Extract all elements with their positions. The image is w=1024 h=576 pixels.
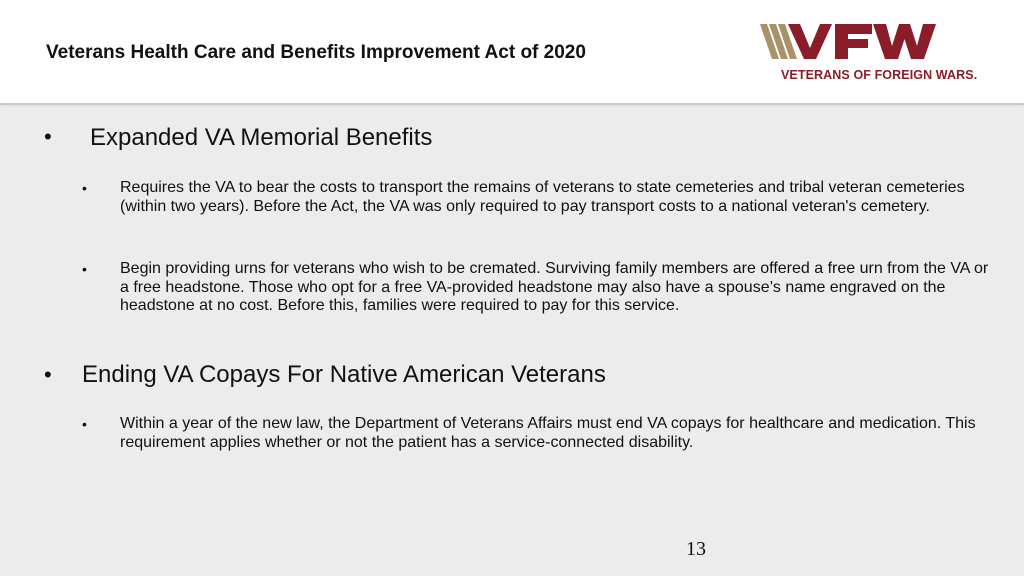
logo-subtitle: VETERANS OF FOREIGN WARS. bbox=[781, 68, 978, 82]
page-number: 13 bbox=[686, 538, 706, 560]
item-bullet: • bbox=[82, 416, 87, 432]
section-bullet: • bbox=[44, 124, 52, 149]
logo-letter-f bbox=[835, 24, 872, 59]
slide-title: Veterans Health Care and Benefits Improvement Act of 2020 bbox=[46, 42, 586, 63]
item-bullet: • bbox=[82, 261, 87, 277]
slide-header bbox=[0, 0, 1024, 105]
vfw-wordmark-text: VFW bbox=[870, 55, 876, 57]
logo-letter-w bbox=[870, 24, 936, 59]
vfw-logo-mark bbox=[760, 22, 986, 68]
section-heading: Expanded VA Memorial Benefits bbox=[90, 124, 433, 151]
section-bullet: • bbox=[44, 362, 52, 387]
vfw-logo bbox=[760, 22, 986, 84]
list-item: Begin providing urns for veterans who wish to be cremated. Surviving family members are offered a free urn from the VA or a free headstone. Those who opt for a free VA-provided headstone may also have a spouse’s name engraved on the headstone at no cost. Before this, families were required to pay for this service. bbox=[120, 260, 989, 314]
list-item: Within a year of the new law, the Department of Veterans Affairs must end VA copays for healthcare and medication. This requirement applies whether or not the patient has a service-connected disability. bbox=[120, 415, 976, 451]
section-heading: Ending VA Copays For Native American Veterans bbox=[82, 361, 606, 388]
item-bullet: • bbox=[82, 180, 87, 196]
list-item: Requires the VA to bear the costs to transport the remains of veterans to state cemeteries and tribal veteran cemeteries (within two years). Before the Act, the VA was only required to pay transport costs to a national veteran's cemetery. bbox=[120, 179, 965, 215]
